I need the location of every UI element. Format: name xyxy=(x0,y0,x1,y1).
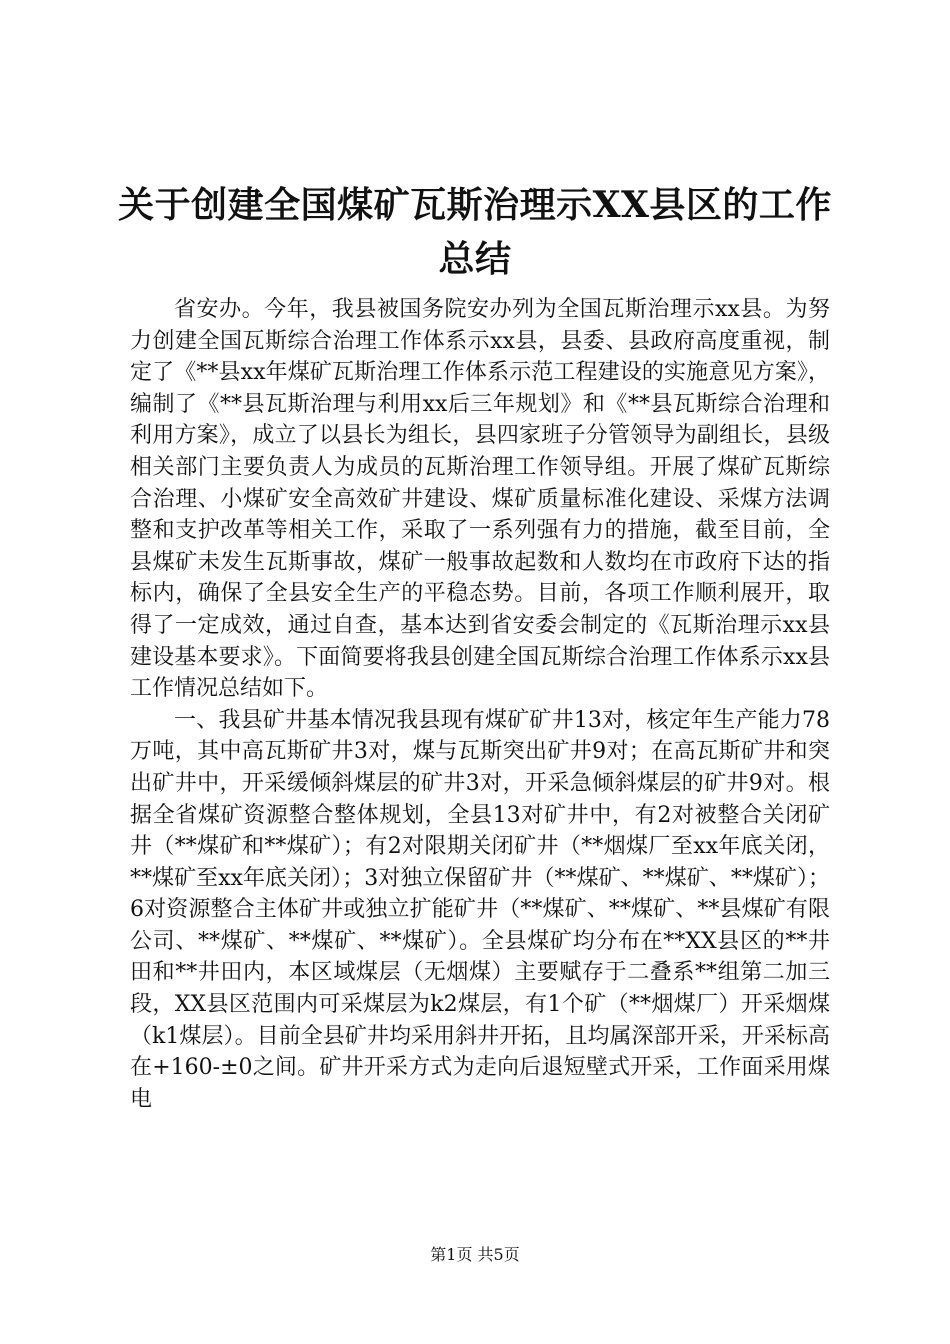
paragraph-intro: 省安办。今年，我县被国务院安办列为全国瓦斯治理示xx县。为努力创建全国瓦斯综合治理工作体系示xx县，县委、县政府高度重视，制定了《**县xx年煤矿瓦斯治理工作体系示范工程建设的实施意见方案》，编制了《**县瓦斯治理与利用xx后三年规划》和《**县瓦斯综合治理和利用方案》，成立了以县长为组长，县四家班子分管领导为副组长，县级相关部门主要负责人为成员的瓦斯治理工作领导组。开展了煤矿瓦斯综合治理、小煤矿安全高效矿井建设、煤矿质量标准化建设、采煤方法调整和支护改革等相关工作，采取了一系列强有力的措施，截至目前，全县煤矿未发生瓦斯事故，煤矿一般事故起数和人数均在市政府下达的指标内，确保了全县安全生产的平稳态势。目前，各项工作顺利展开，取得了一定成效，通过自查，基本达到省安委会制定的《瓦斯治理示xx县建设基本要求》。下面简要将我县创建全国瓦斯综合治理工作体系示xx县工作情况总结如下。 xyxy=(130,297,830,702)
document-body xyxy=(130,294,830,1115)
paragraph-mine-overview: 一、我县矿井基本情况我县现有煤矿矿井13对，核定年生产能力78万吨，其中高瓦斯矿井3对，煤与瓦斯突出矿井9对；在高瓦斯矿井和突出矿井中，开采缓倾斜煤层的矿井3对，开采急倾斜煤层的矿井9对。根据全省煤矿资源整合整体规划，全县13对矿井中，有2对被整合关闭矿井（**煤矿和**煤矿）；有2对限期关闭矿井（**烟煤厂至xx年底关闭，**煤矿至xx年底关闭）；3对独立保留矿井（**煤矿、**煤矿、**煤矿）；6对资源整合主体矿井或独立扩能矿井（**煤矿、**煤矿、**县煤矿有限公司、**煤矿、**煤矿、**煤矿）。全县煤矿均分布在**XX县区的**井田和**井田内，本区域煤层（无烟煤）主要赋存于二叠系**组第二加三段，XX县区范围内可采煤层为k2煤层，有1个矿（**烟煤厂）开采烟煤（k1煤层）。目前全县矿井均采用斜井开拓，且均属深部开采，开采标高在+160-±0之间。矿井开采方式为走向后退短壁式开采，工作面采用煤电 xyxy=(130,707,830,1112)
page-footer: 第1页 共5页 xyxy=(430,1245,520,1264)
title-line-1: 关于创建全国煤矿瓦斯治理示XX县区的工作 xyxy=(118,184,832,226)
document-title xyxy=(100,178,850,286)
title-line-2: 总结 xyxy=(438,238,512,280)
